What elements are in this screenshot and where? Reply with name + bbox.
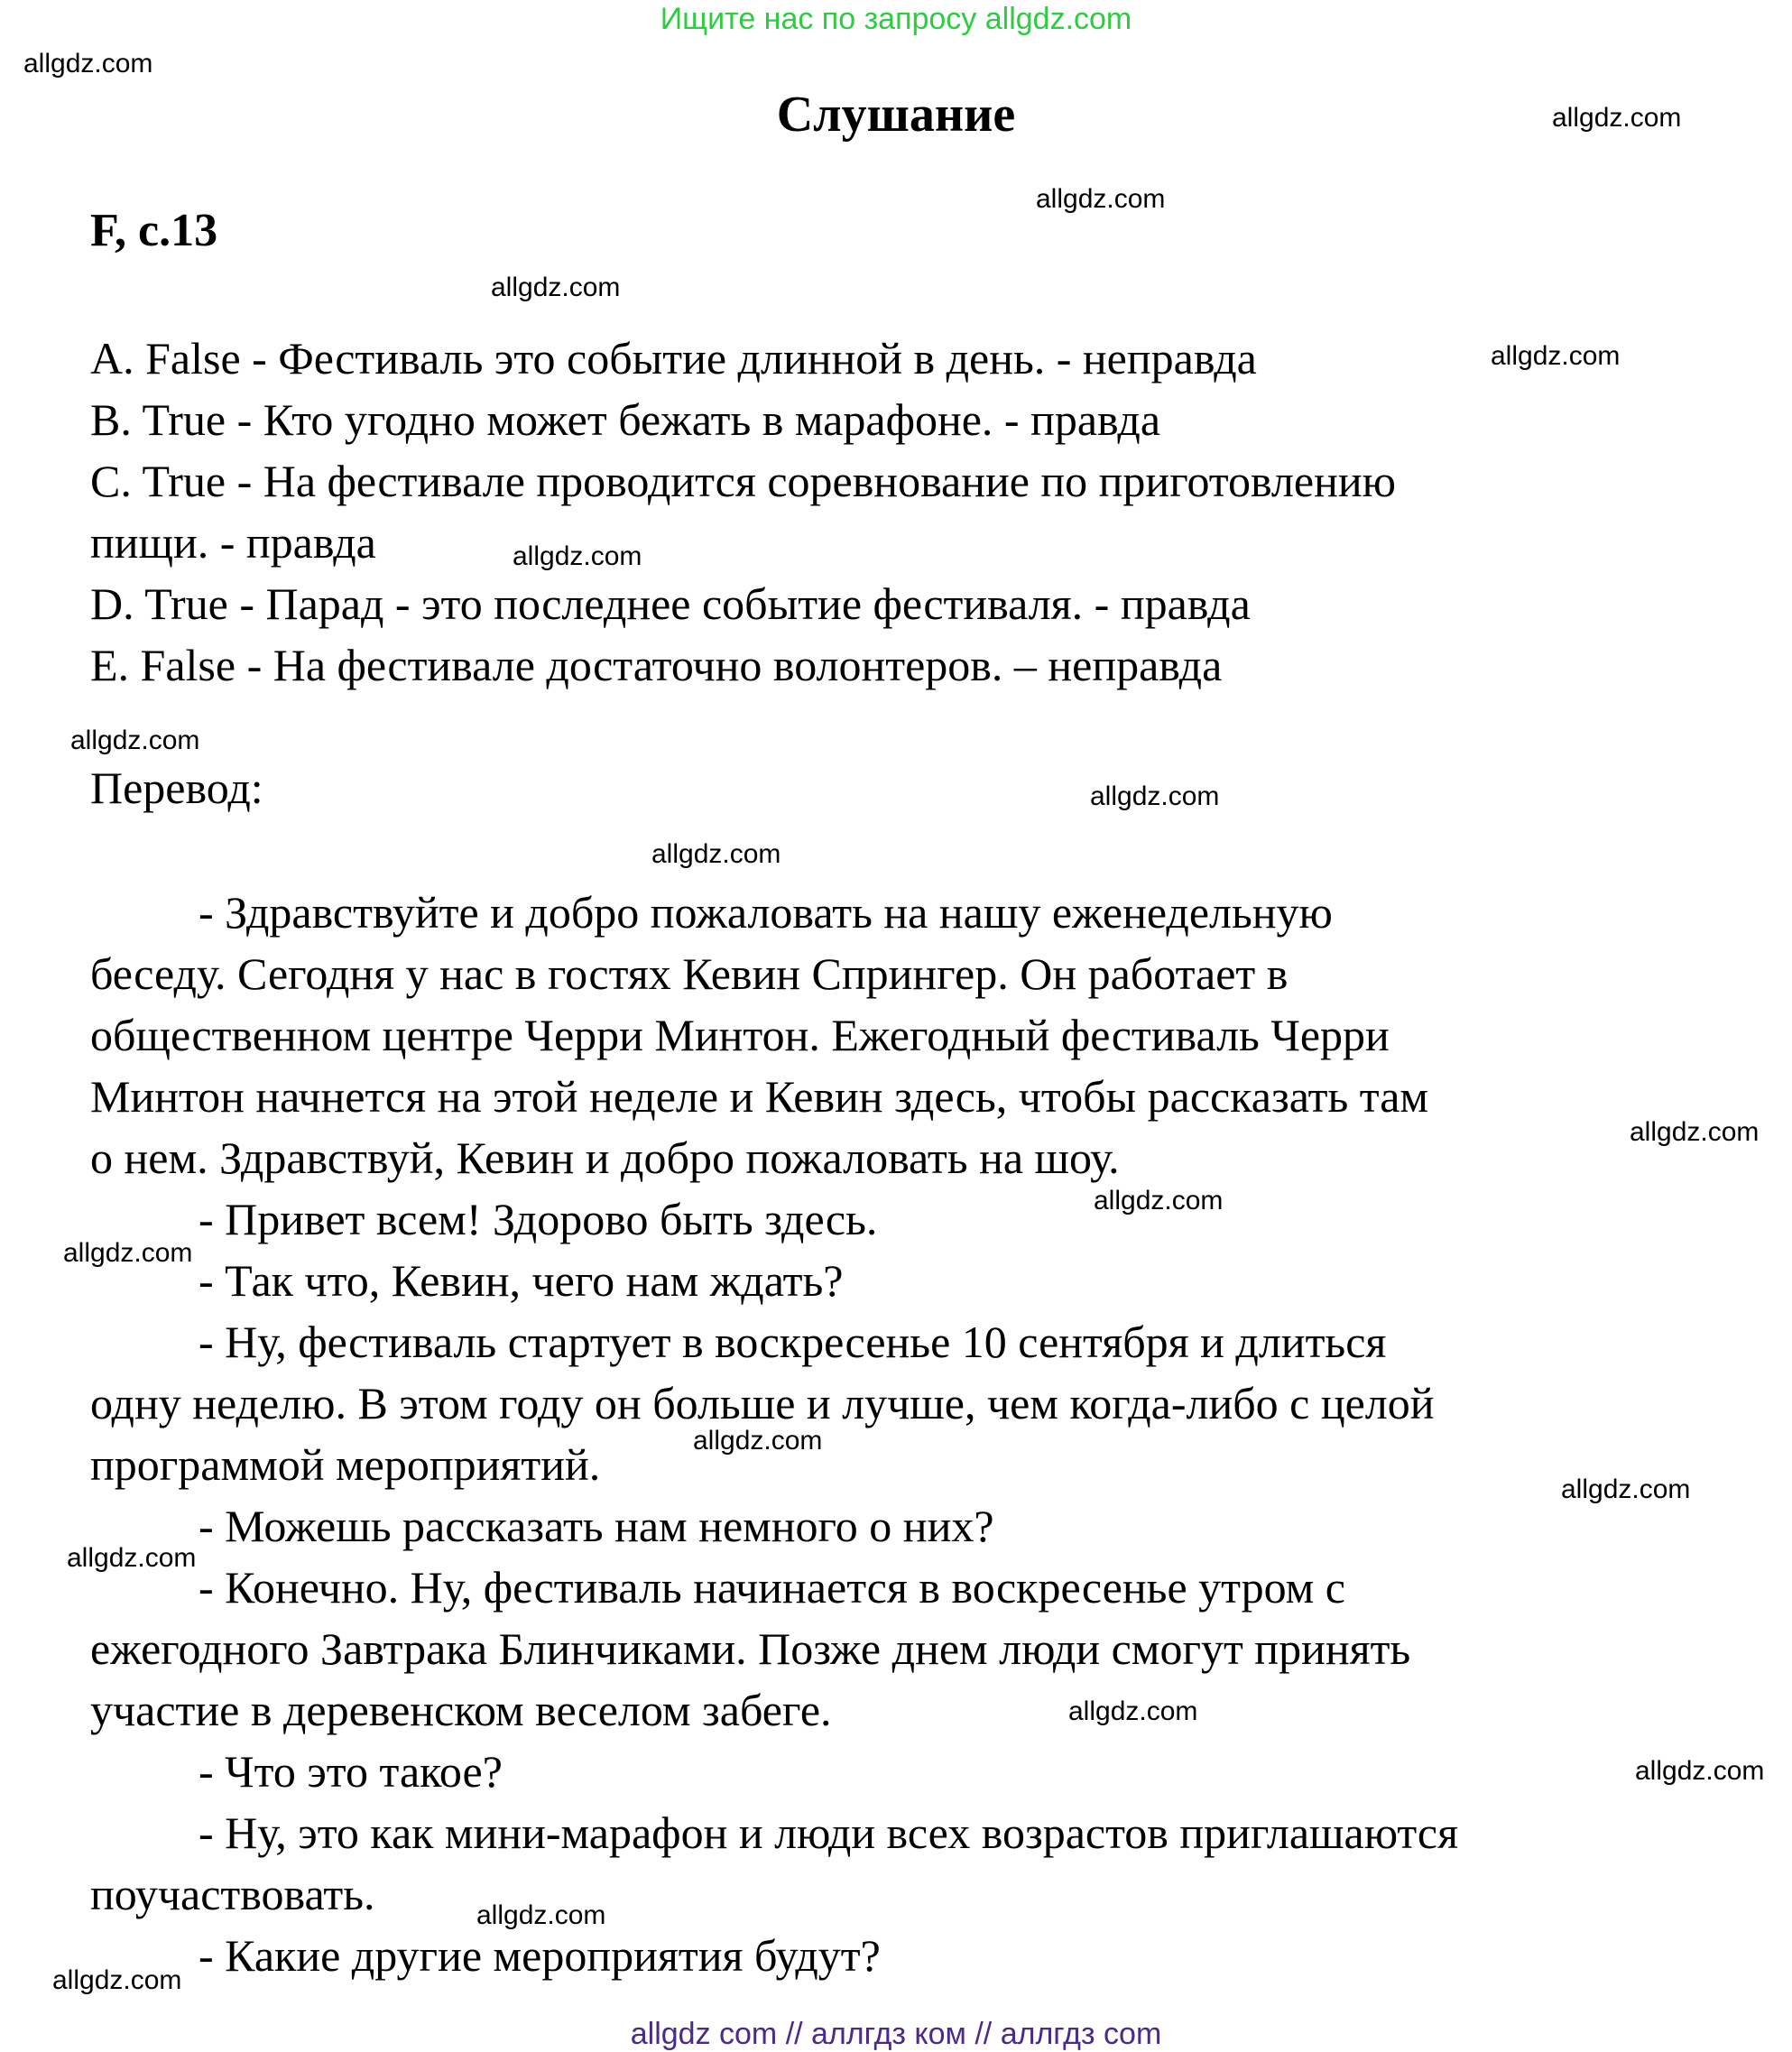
- translation-line: о нем. Здравствуй, Кевин и добро пожаловать на шоу.: [90, 1132, 1120, 1183]
- answer-d: D. True - Парад - это последнее событие фестиваля. - правда: [90, 578, 1251, 629]
- translation-line: - Здравствуйте и добро пожаловать на нашу еженедельную: [199, 887, 1333, 938]
- watermark: allgdz.com: [1090, 781, 1220, 811]
- watermark: allgdz.com: [1552, 103, 1682, 133]
- watermark: allgdz.com: [651, 839, 781, 869]
- translation-line: - Что это такое?: [199, 1746, 503, 1797]
- watermark: allgdz.com: [491, 273, 621, 302]
- watermark: allgdz.com: [70, 726, 200, 755]
- watermark: allgdz.com: [693, 1426, 823, 1456]
- section-heading: F, с.13: [90, 205, 218, 256]
- translation-line: беседу. Сегодня у нас в гостях Кевин Спрингер. Он работает в: [90, 948, 1289, 999]
- translation-label: Перевод:: [90, 763, 263, 813]
- watermark: allgdz.com: [1635, 1756, 1765, 1786]
- watermark: allgdz.com: [1561, 1474, 1691, 1504]
- watermark: allgdz.com: [67, 1543, 197, 1573]
- watermark: allgdz.com: [52, 1965, 182, 1995]
- watermark: allgdz.com: [1491, 341, 1621, 371]
- watermark: allgdz.com: [1094, 1186, 1224, 1215]
- watermark: allgdz.com: [63, 1238, 193, 1268]
- translation-line: - Ну, это как мини-марафон и люди всех возрастов приглашаются: [199, 1807, 1459, 1858]
- watermark: allgdz.com: [476, 1900, 606, 1930]
- translation-line: поучаствовать.: [90, 1869, 375, 1919]
- answer-b: B. True - Кто угодно может бежать в марафоне. - правда: [90, 394, 1161, 445]
- translation-line: - Ну, фестиваль стартует в воскресенье 10 сентября и длиться: [199, 1317, 1387, 1367]
- watermark: allgdz.com: [1036, 184, 1166, 214]
- translation-line: программой мероприятий.: [90, 1439, 601, 1490]
- translation-line: - Привет всем! Здорово быть здесь.: [199, 1194, 878, 1244]
- watermark: allgdz.com: [513, 541, 642, 571]
- answer-e: E. False - На фестивале достаточно волонтеров. – неправда: [90, 640, 1223, 690]
- answer-c: C. True - На фестивале проводится соревнование по приготовлению: [90, 456, 1396, 506]
- translation-line: ежегодного Завтрака Блинчиками. Позже днем люди смогут принять: [90, 1623, 1411, 1674]
- translation-line: - Какие другие мероприятия будут?: [199, 1930, 881, 1981]
- watermark: allgdz.com: [23, 49, 153, 79]
- answer-c-continued: пищи. - правда: [90, 517, 376, 568]
- page-title: Слушание: [776, 87, 1016, 143]
- watermark: allgdz.com: [1068, 1696, 1198, 1726]
- translation-line: участие в деревенском веселом забеге.: [90, 1685, 832, 1735]
- footer-links[interactable]: allgdz com // аллгдз ком // аллгдз com: [630, 2017, 1162, 2051]
- translation-line: Минтон начнется на этой неделе и Кевин здесь, чтобы рассказать там: [90, 1071, 1429, 1122]
- translation-line: - Можешь рассказать нам немного о них?: [199, 1501, 994, 1551]
- translation-line: - Конечно. Ну, фестиваль начинается в воскресенье утром с: [199, 1562, 1345, 1613]
- translation-line: - Так что, Кевин, чего нам ждать?: [199, 1255, 844, 1306]
- translation-line: одну неделю. В этом году он больше и лучше, чем когда-либо с целой: [90, 1378, 1435, 1428]
- answer-a: A. False - Фестиваль это событие длинной в день. - неправда: [90, 333, 1257, 384]
- translation-line: общественном центре Черри Минтон. Ежегодный фестиваль Черри: [90, 1010, 1390, 1060]
- top-banner[interactable]: Ищите нас по запросу allgdz.com: [660, 2, 1132, 36]
- watermark: allgdz.com: [1630, 1117, 1760, 1147]
